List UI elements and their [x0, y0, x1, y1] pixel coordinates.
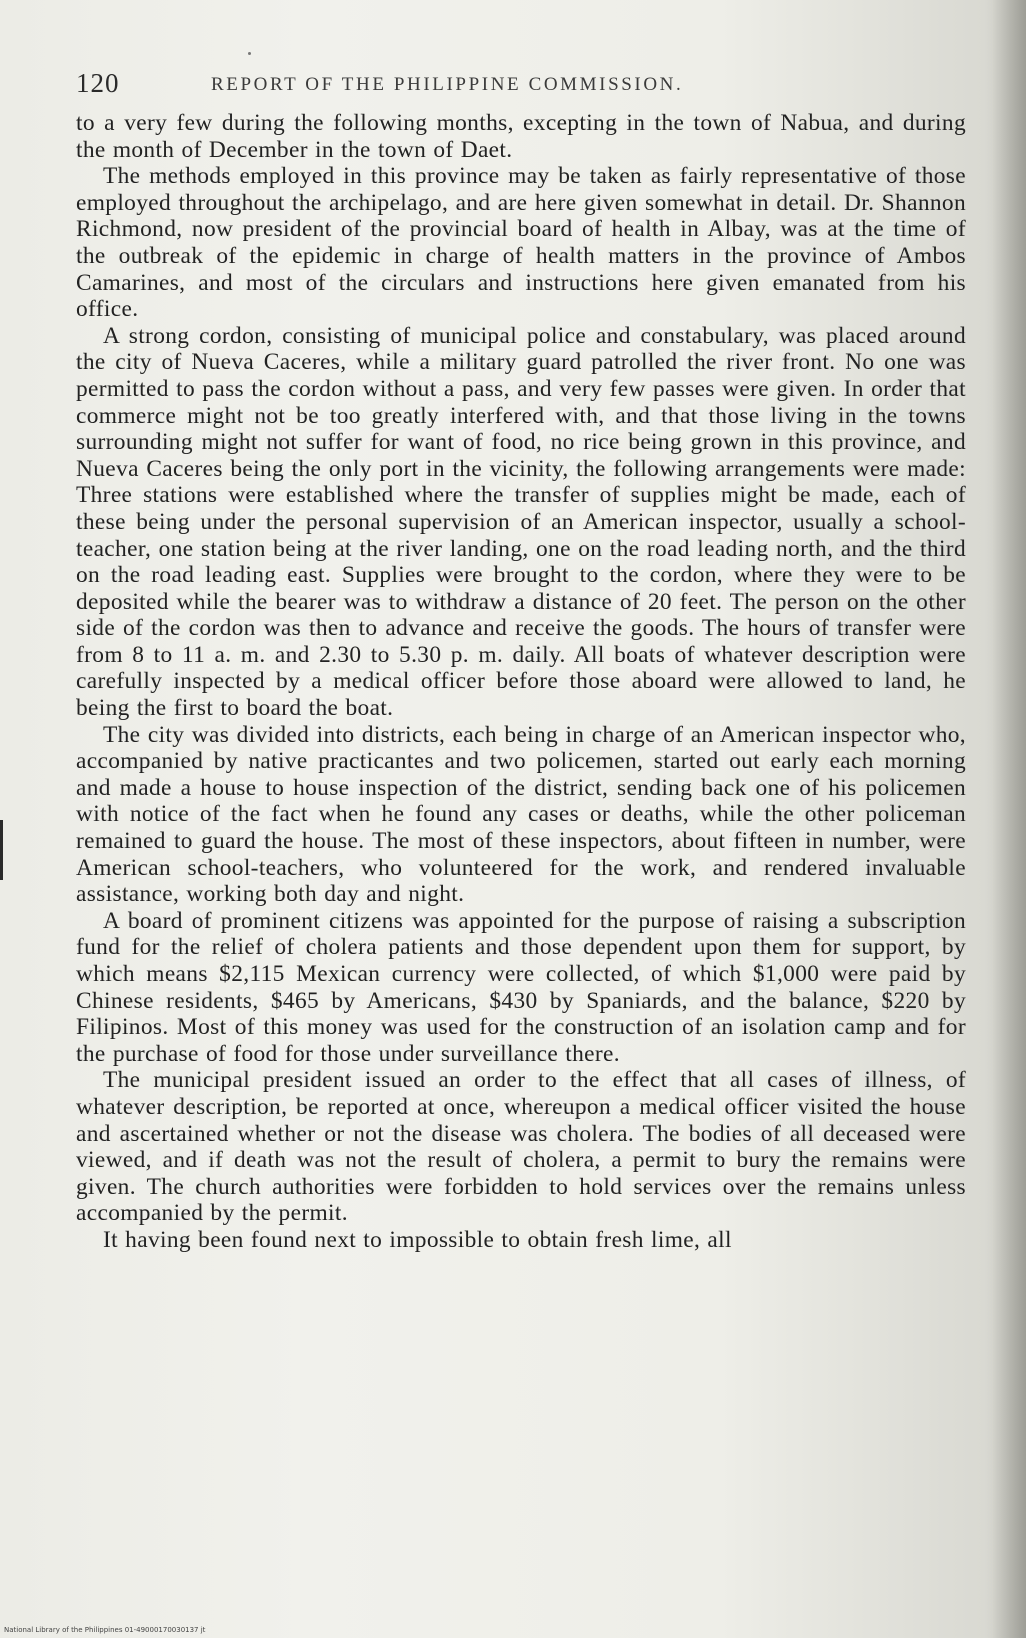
- page-number: 120: [76, 68, 120, 98]
- paragraph-lime: It having been found next to impossible to obtain fresh lime, all: [103, 1226, 732, 1253]
- running-title: REPORT OF THE PHILIPPINE COMMISSION.: [211, 74, 684, 95]
- page-edge-shadow: [992, 0, 1026, 1638]
- body-text: [76, 110, 966, 1254]
- document-page: [76, 68, 966, 1254]
- paragraph-continued: to a very few during the following months, excepting in the town of Nabua, and during the month of December in the town of Daet.: [76, 110, 966, 163]
- binding-mark: [0, 820, 3, 880]
- paragraph-districts: The city was divided into districts, each being in charge of an American inspector who, accompanied by native practicantes and two policemen, started out early each morning and made a house to house inspection of the district, sending back one of his policemen with notice of the fact when he found any cases or deaths, while the other policeman remained to guard the house. The most of these inspectors, about fifteen in number, were American school-teachers, who volunteered for the work, and rendered invaluable assistance, working both day and night.: [76, 721, 966, 908]
- running-head: [76, 68, 966, 110]
- paragraph-subscription-fund: A board of prominent citizens was appointed for the purpose of raising a subscription fund for the relief of cholera patients and those dependent upon them for support, by which means $2,115 Mexican currency were collected, of which $1,000 were paid by Chinese residents, $465 by Americans, $430 by Spaniards, and the balance, $220 by Filipinos. Most of this money was used for the construction of an isolation camp and for the purchase of food for those under surveillance there.: [76, 907, 966, 1067]
- paragraph-methods: The methods employed in this province may be taken as fairly representative of those employed throughout the archipelago, and are here given somewhat in detail. Dr. Shannon Richmond, now president of the provincial board of health in Albay, was at the time of the outbreak of the epidemic in charge of health matters in the province of Ambos Camarines, and most of the circulars and instructions here given emanated from his office.: [76, 163, 966, 323]
- scan-source-footer: National Library of the Philippines 01-49000170030137 jt: [4, 1626, 206, 1634]
- paragraph-municipal-order: The municipal president issued an order to the effect that all cases of illness, of whatever description, be reported at once, whereupon a medical officer visited the house and ascertained whether or not the disease was cholera. The bodies of all deceased were viewed, and if death was not the result of cholera, a permit to bury the remains were given. The church authorities were forbidden to hold services over the remains unless accompanied by the permit.: [76, 1067, 966, 1227]
- scan-speck: [248, 52, 251, 55]
- paragraph-cordon: A strong cordon, consisting of municipal police and constabulary, was placed around the city of Nueva Caceres, while a military guard patrolled the river front. No one was permitted to pass the cordon without a pass, and very few passes were given. In order that commerce might not be too greatly interfered with, and that those living in the towns surrounding might not suffer for want of food, no rice being grown in this province, and Nueva Caceres being the only port in the vicinity, the following arrangements were made: Three stations were established where the transfer of supplies might be made, each of these being under the personal supervision of an American inspector, usually a school-teacher, one station being at the river landing, one on the road leading north, and the third on the road leading east. Supplies were brought to the cordon, where they were to be deposited while the bearer was to withdraw a distance of 20 feet. The person on the other side of the cordon was then to advance and receive the goods. The hours of transfer were from 8 to 11 a. m. and 2.30 to 5.30 p. m. daily. All boats of whatever description were carefully inspected by a medical officer before those aboard were allowed to land, he being the first to board the boat.: [76, 322, 966, 722]
